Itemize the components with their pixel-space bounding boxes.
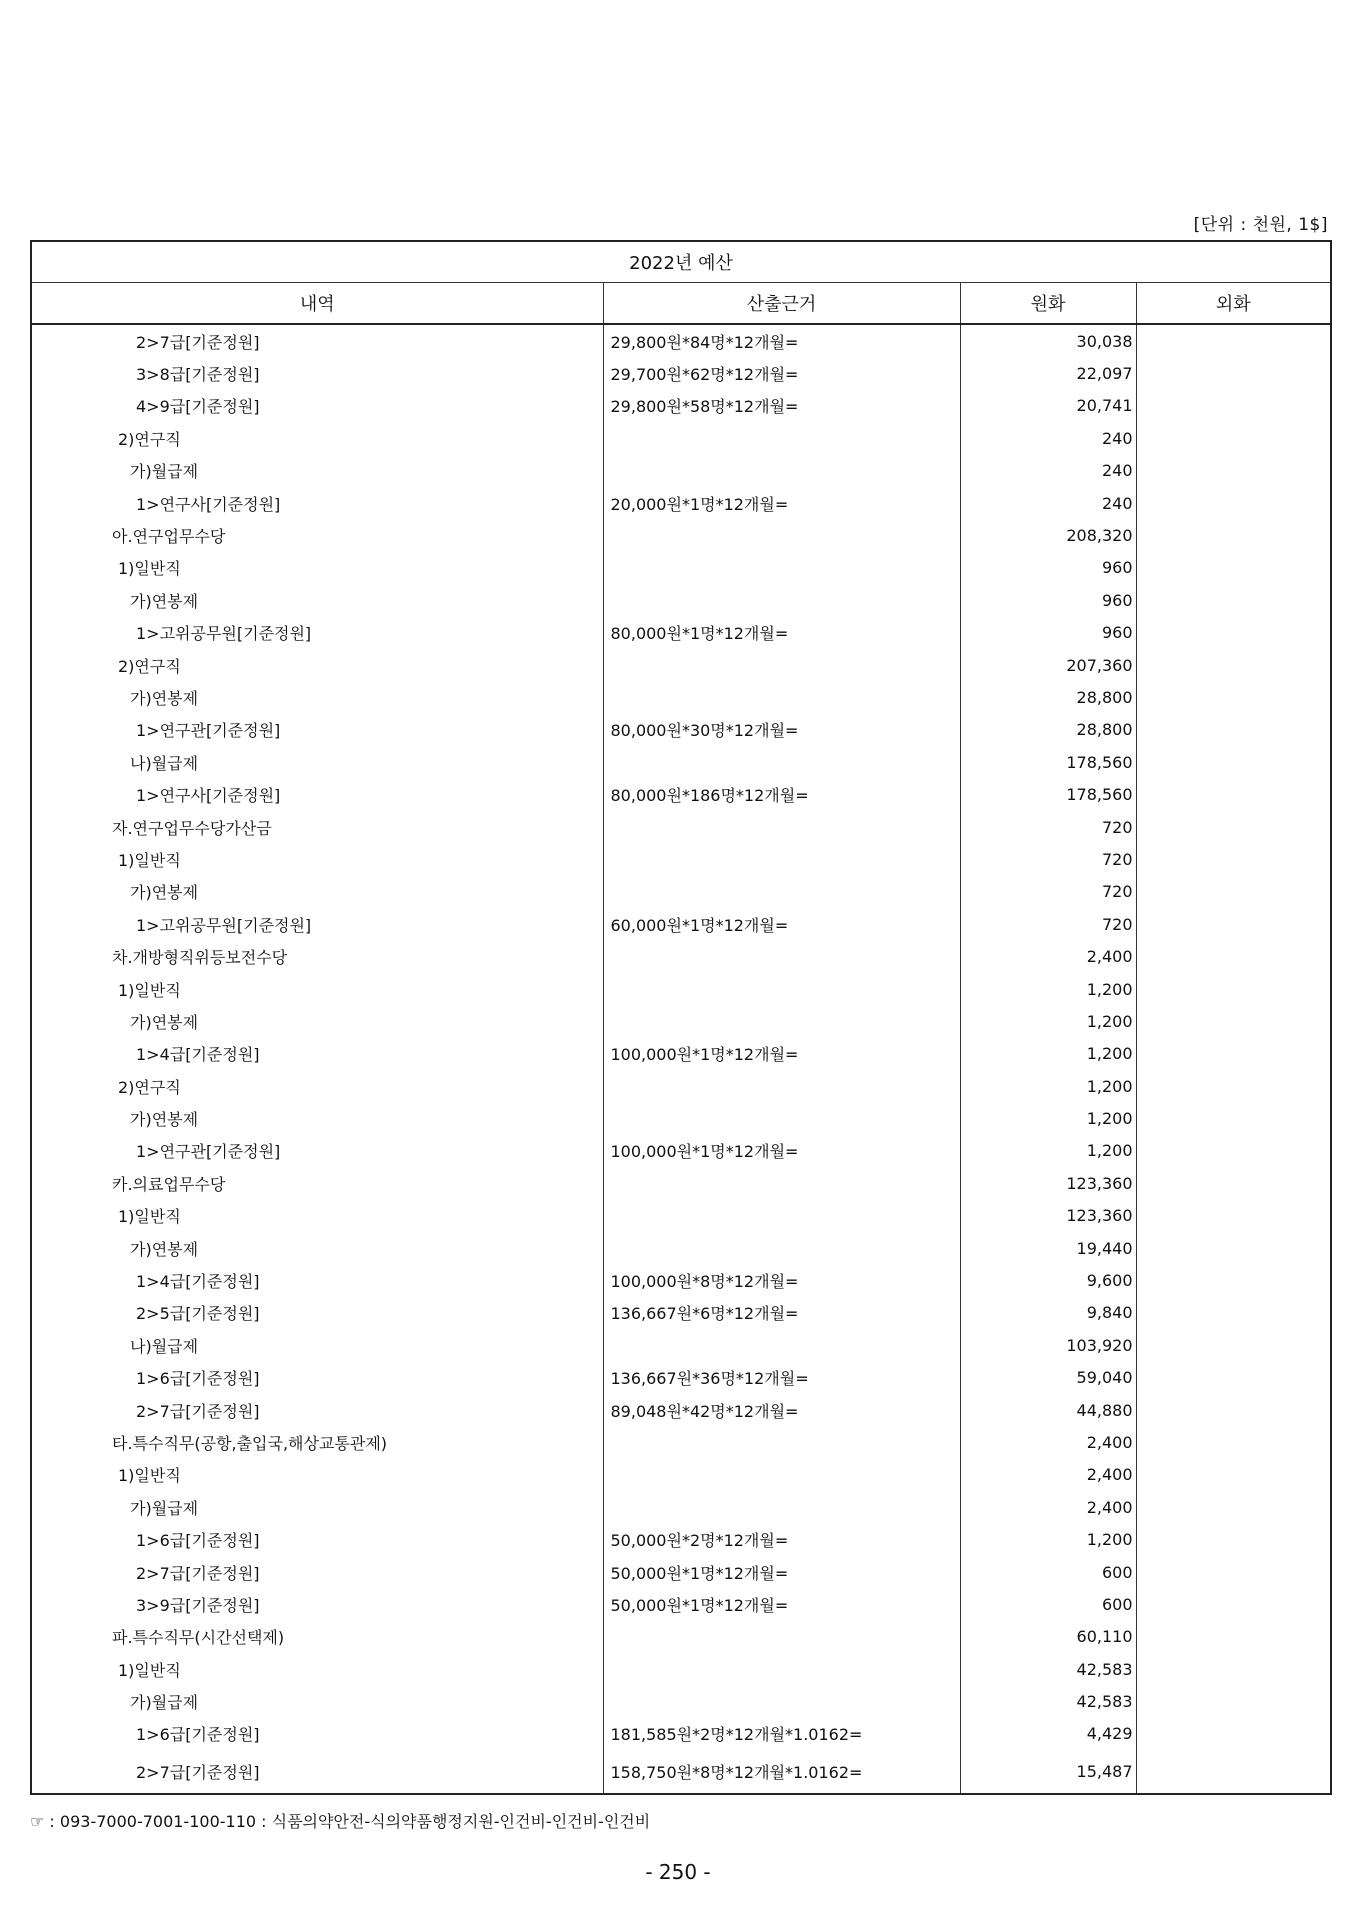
row-fx-amount [1136,455,1331,487]
row-fx-amount [1136,1102,1331,1134]
table-row [31,973,1331,1005]
row-fx-amount [1136,1394,1331,1426]
table-row [31,940,1331,972]
row-krw-amount: 960 [960,584,1136,616]
row-item: 2>7급[기준정원] [31,1394,603,1426]
row-fx-amount [1136,714,1331,746]
table-row [31,778,1331,810]
table-row [31,357,1331,389]
row-basis [603,843,960,875]
row-krw-amount: 600 [960,1588,1136,1620]
row-fx-amount [1136,1135,1331,1167]
row-item: 2>7급[기준정원] [31,1750,603,1794]
row-fx-amount [1136,487,1331,519]
row-item: 1>6급[기준정원] [31,1718,603,1750]
table-row [31,1232,1331,1264]
row-krw-amount: 44,880 [960,1394,1136,1426]
row-fx-amount [1136,908,1331,940]
row-fx-amount [1136,1426,1331,1458]
row-fx-amount [1136,1362,1331,1394]
table-row [31,1167,1331,1199]
table-row [31,1685,1331,1717]
budget-table [30,240,1332,1795]
column-header-basis: 산출근거 [603,283,960,325]
row-krw-amount: 178,560 [960,746,1136,778]
row-item: 가)월급제 [31,1685,603,1717]
table-row [31,1750,1331,1794]
row-krw-amount: 123,360 [960,1200,1136,1232]
row-basis: 80,000원*30명*12개월= [603,714,960,746]
row-fx-amount [1136,617,1331,649]
row-fx-amount [1136,1329,1331,1361]
row-basis [603,1232,960,1264]
row-item: 아.연구업무수당 [31,519,603,551]
row-fx-amount [1136,1264,1331,1296]
row-fx-amount [1136,1653,1331,1685]
table-row [31,390,1331,422]
row-item: 자.연구업무수당가산금 [31,811,603,843]
row-krw-amount: 42,583 [960,1685,1136,1717]
row-item: 가)연봉제 [31,1102,603,1134]
row-basis: 50,000원*2명*12개월= [603,1523,960,1555]
row-basis [603,1491,960,1523]
row-basis: 29,800원*84명*12개월= [603,324,960,357]
table-row [31,1264,1331,1296]
row-krw-amount: 240 [960,422,1136,454]
row-krw-amount: 28,800 [960,714,1136,746]
row-krw-amount: 59,040 [960,1362,1136,1394]
row-fx-amount [1136,1621,1331,1653]
row-krw-amount: 103,920 [960,1329,1136,1361]
column-header-krw: 원화 [960,283,1136,325]
table-row [31,1523,1331,1555]
row-item: 가)월급제 [31,1491,603,1523]
row-item: 가)연봉제 [31,584,603,616]
row-basis: 80,000원*1명*12개월= [603,617,960,649]
table-row [31,1297,1331,1329]
row-basis: 80,000원*186명*12개월= [603,778,960,810]
row-krw-amount: 960 [960,552,1136,584]
row-fx-amount [1136,1588,1331,1620]
table-row [31,1491,1331,1523]
row-krw-amount: 1,200 [960,1523,1136,1555]
row-basis [603,940,960,972]
row-basis: 158,750원*8명*12개월*1.0162= [603,1750,960,1794]
table-row [31,714,1331,746]
row-fx-amount [1136,811,1331,843]
table-row [31,843,1331,875]
row-item: 카.의료업무수당 [31,1167,603,1199]
table-row [31,746,1331,778]
row-fx-amount [1136,1070,1331,1102]
row-basis [603,1653,960,1685]
row-krw-amount: 1,200 [960,1102,1136,1134]
row-basis: 100,000원*8명*12개월= [603,1264,960,1296]
column-header-item: 내역 [31,283,603,325]
row-item: 1>연구관[기준정원] [31,714,603,746]
row-krw-amount: 720 [960,908,1136,940]
row-fx-amount [1136,778,1331,810]
row-fx-amount [1136,1200,1331,1232]
table-row [31,1653,1331,1685]
row-fx-amount [1136,843,1331,875]
table-row [31,1426,1331,1458]
row-krw-amount: 2,400 [960,1459,1136,1491]
row-basis: 136,667원*36명*12개월= [603,1362,960,1394]
row-fx-amount [1136,1459,1331,1491]
table-row [31,1394,1331,1426]
table-row [31,1588,1331,1620]
row-basis: 89,048원*42명*12개월= [603,1394,960,1426]
row-krw-amount: 1,200 [960,973,1136,1005]
table-row [31,324,1331,357]
row-basis [603,1102,960,1134]
row-item: 2)연구직 [31,1070,603,1102]
row-krw-amount: 720 [960,876,1136,908]
table-row [31,617,1331,649]
year-header: 2022년 예산 [31,241,1331,283]
row-krw-amount: 2,400 [960,1426,1136,1458]
row-krw-amount: 28,800 [960,681,1136,713]
table-row [31,1200,1331,1232]
table-row [31,519,1331,551]
row-item: 나)월급제 [31,1329,603,1361]
row-item: 가)연봉제 [31,681,603,713]
row-item: 1>4급[기준정원] [31,1264,603,1296]
row-item: 1>연구사[기준정원] [31,487,603,519]
row-basis [603,1070,960,1102]
row-basis: 29,700원*62명*12개월= [603,357,960,389]
row-fx-amount [1136,519,1331,551]
row-basis [603,584,960,616]
budget-table-container [30,240,1330,1795]
row-krw-amount: 240 [960,455,1136,487]
row-basis [603,681,960,713]
row-item: 파.특수직무(시간선택제) [31,1621,603,1653]
table-row [31,455,1331,487]
row-basis [603,519,960,551]
row-krw-amount: 240 [960,487,1136,519]
row-fx-amount [1136,746,1331,778]
row-item: 1>연구관[기준정원] [31,1135,603,1167]
row-item: 3>8급[기준정원] [31,357,603,389]
table-row [31,1038,1331,1070]
row-fx-amount [1136,1685,1331,1717]
row-fx-amount [1136,1491,1331,1523]
row-basis [603,1005,960,1037]
row-basis [603,1459,960,1491]
unit-note: [단위 : 천원, 1$] [1193,215,1328,235]
table-row [31,1329,1331,1361]
row-fx-amount [1136,1556,1331,1588]
row-basis [603,1621,960,1653]
row-item: 1>고위공무원[기준정원] [31,617,603,649]
row-item: 타.특수직무(공항,출입국,해상교통관제) [31,1426,603,1458]
row-basis [603,455,960,487]
row-basis [603,746,960,778]
row-krw-amount: 19,440 [960,1232,1136,1264]
row-item: 1)일반직 [31,1200,603,1232]
row-fx-amount [1136,681,1331,713]
row-basis [603,973,960,1005]
row-fx-amount [1136,940,1331,972]
row-krw-amount: 960 [960,617,1136,649]
row-basis [603,1329,960,1361]
row-krw-amount: 9,600 [960,1264,1136,1296]
row-item: 가)월급제 [31,455,603,487]
row-krw-amount: 22,097 [960,357,1136,389]
row-item: 1>6급[기준정원] [31,1523,603,1555]
row-item: 2)연구직 [31,649,603,681]
row-fx-amount [1136,1005,1331,1037]
row-item: 1>6급[기준정원] [31,1362,603,1394]
row-item: 1)일반직 [31,973,603,1005]
row-krw-amount: 42,583 [960,1653,1136,1685]
row-basis [603,876,960,908]
table-row [31,1621,1331,1653]
row-basis [603,811,960,843]
row-krw-amount: 15,487 [960,1750,1136,1794]
row-krw-amount: 2,400 [960,940,1136,972]
table-row [31,811,1331,843]
row-krw-amount: 720 [960,811,1136,843]
row-item: 2)연구직 [31,422,603,454]
row-item: 나)월급제 [31,746,603,778]
table-row [31,1135,1331,1167]
table-row [31,1556,1331,1588]
row-krw-amount: 60,110 [960,1621,1136,1653]
table-row [31,876,1331,908]
row-krw-amount: 207,360 [960,649,1136,681]
row-fx-amount [1136,1523,1331,1555]
row-fx-amount [1136,1297,1331,1329]
row-fx-amount [1136,973,1331,1005]
row-basis: 29,800원*58명*12개월= [603,390,960,422]
row-item: 1>4급[기준정원] [31,1038,603,1070]
row-krw-amount: 30,038 [960,324,1136,357]
row-krw-amount: 4,429 [960,1718,1136,1750]
row-item: 2>7급[기준정원] [31,324,603,357]
row-krw-amount: 208,320 [960,519,1136,551]
row-basis: 181,585원*2명*12개월*1.0162= [603,1718,960,1750]
row-basis [603,422,960,454]
row-item: 1)일반직 [31,843,603,875]
row-basis [603,1200,960,1232]
row-krw-amount: 123,360 [960,1167,1136,1199]
table-row [31,1718,1331,1750]
table-row [31,1362,1331,1394]
row-krw-amount: 720 [960,843,1136,875]
table-row [31,908,1331,940]
table-row [31,1459,1331,1491]
table-row [31,1070,1331,1102]
row-fx-amount [1136,390,1331,422]
row-basis: 20,000원*1명*12개월= [603,487,960,519]
row-krw-amount: 178,560 [960,778,1136,810]
row-fx-amount [1136,1750,1331,1794]
table-row [31,649,1331,681]
row-fx-amount [1136,357,1331,389]
row-item: 1>고위공무원[기준정원] [31,908,603,940]
row-krw-amount: 600 [960,1556,1136,1588]
row-item: 3>9급[기준정원] [31,1588,603,1620]
table-row [31,422,1331,454]
column-header-fx: 외화 [1136,283,1331,325]
row-fx-amount [1136,649,1331,681]
row-item: 1>연구사[기준정원] [31,778,603,810]
row-item: 1)일반직 [31,1459,603,1491]
row-basis [603,1426,960,1458]
row-krw-amount: 1,200 [960,1135,1136,1167]
row-basis [603,1167,960,1199]
row-krw-amount: 1,200 [960,1038,1136,1070]
row-item: 가)연봉제 [31,1232,603,1264]
table-row [31,487,1331,519]
row-fx-amount [1136,422,1331,454]
row-item: 4>9급[기준정원] [31,390,603,422]
row-item: 2>5급[기준정원] [31,1297,603,1329]
table-row [31,584,1331,616]
row-basis: 136,667원*6명*12개월= [603,1297,960,1329]
row-item: 2>7급[기준정원] [31,1556,603,1588]
account-code-footnote: ☞ : 093-7000-7001-100-110 : 식품의약안전-식의약품행정지원-인건비-인건비-인건비 [30,1812,651,1831]
row-item: 가)연봉제 [31,876,603,908]
row-krw-amount: 1,200 [960,1070,1136,1102]
row-fx-amount [1136,1718,1331,1750]
row-fx-amount [1136,1038,1331,1070]
table-row [31,1102,1331,1134]
row-basis: 60,000원*1명*12개월= [603,908,960,940]
row-fx-amount [1136,1232,1331,1264]
row-basis [603,649,960,681]
table-body [31,324,1331,1794]
row-fx-amount [1136,324,1331,357]
row-basis: 50,000원*1명*12개월= [603,1556,960,1588]
table-row [31,552,1331,584]
row-krw-amount: 2,400 [960,1491,1136,1523]
table-row [31,681,1331,713]
row-basis [603,1685,960,1717]
row-fx-amount [1136,552,1331,584]
row-krw-amount: 1,200 [960,1005,1136,1037]
row-item: 가)연봉제 [31,1005,603,1037]
row-fx-amount [1136,1167,1331,1199]
row-krw-amount: 20,741 [960,390,1136,422]
row-item: 차.개방형직위등보전수당 [31,940,603,972]
row-basis [603,552,960,584]
row-basis: 50,000원*1명*12개월= [603,1588,960,1620]
row-item: 1)일반직 [31,1653,603,1685]
row-fx-amount [1136,584,1331,616]
row-krw-amount: 9,840 [960,1297,1136,1329]
row-item: 1)일반직 [31,552,603,584]
row-basis: 100,000원*1명*12개월= [603,1135,960,1167]
page-number: - 250 - [645,1860,711,1884]
row-fx-amount [1136,876,1331,908]
row-basis: 100,000원*1명*12개월= [603,1038,960,1070]
table-row [31,1005,1331,1037]
